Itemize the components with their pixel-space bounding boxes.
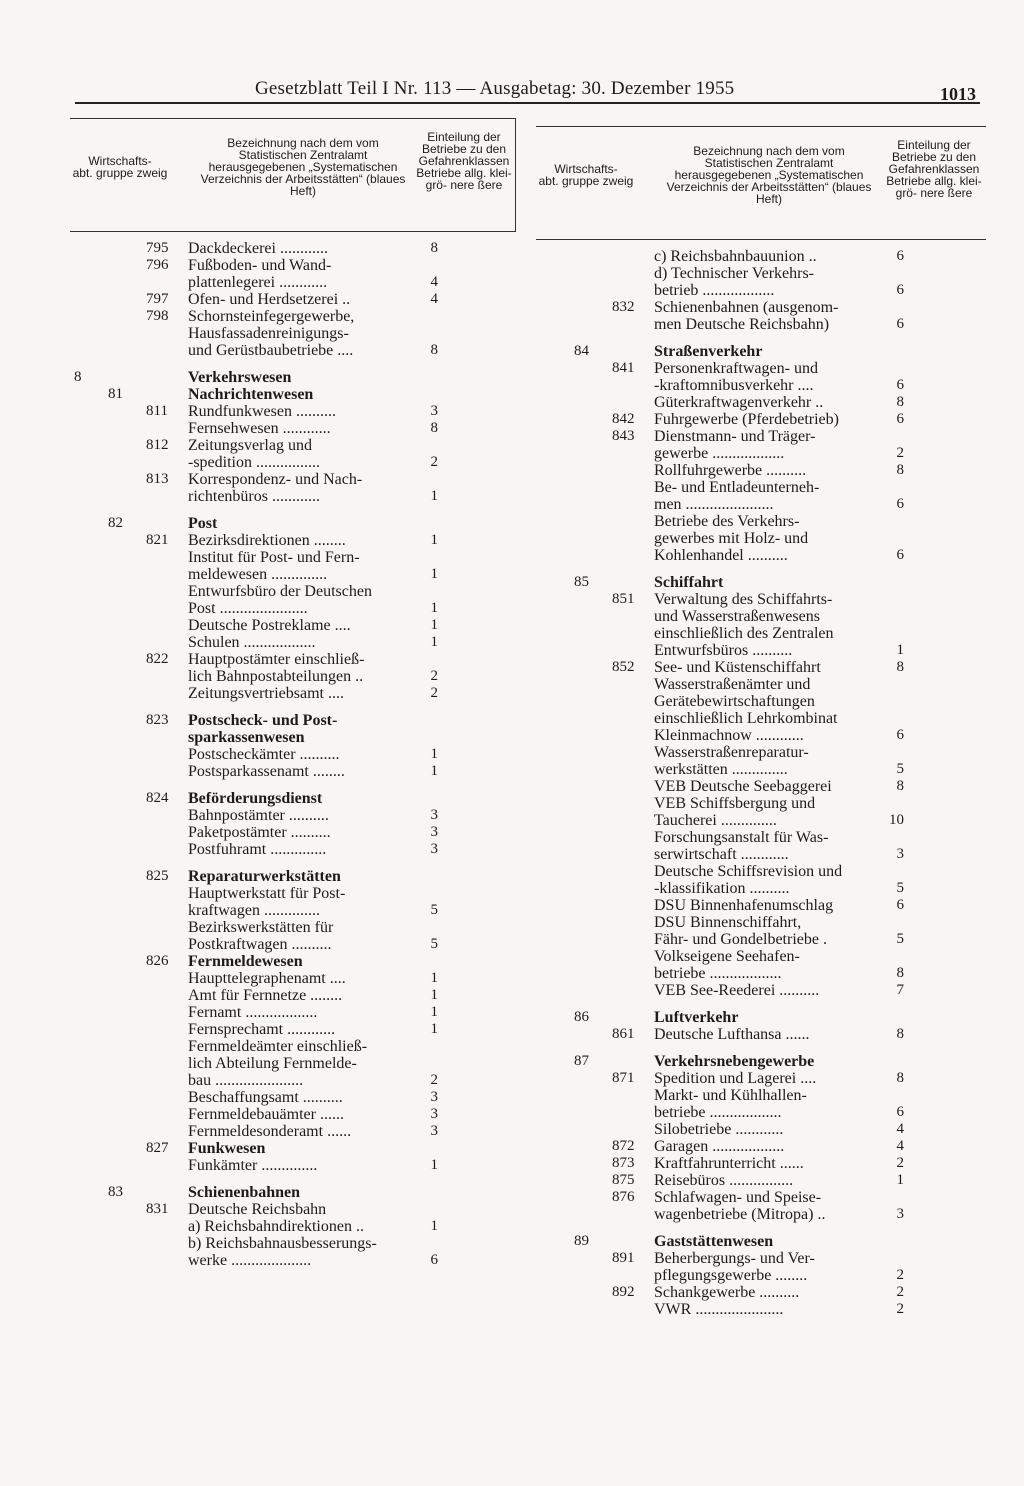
table-row <box>70 987 516 1004</box>
table-row <box>70 257 516 291</box>
row-label: Korrespondenz- und Nach- richtenbüros ............ <box>188 471 363 505</box>
right-column <box>536 118 986 1318</box>
gefahrenklasse-value: 1 <box>430 746 438 762</box>
section-heading: Verkehrswesen <box>188 369 292 386</box>
row-label: Verwaltung des Schiffahrts- und Wasserstraßenwesens einschließlich des Zentralen Entwurfsbüros .......... <box>654 591 834 659</box>
gefahrenklasse-value: 3 <box>430 1089 438 1105</box>
gefahrenklasse-value: 1 <box>430 600 438 616</box>
gefahrenklasse-value: 6 <box>896 727 904 743</box>
gefahrenklasse-value: 4 <box>430 274 438 290</box>
table-row <box>70 1157 516 1174</box>
gefahrenklasse-value: 2 <box>430 1072 438 1088</box>
table-row <box>70 746 516 763</box>
row-label: Institut für Post- und Fern- meldewesen .............. <box>188 549 360 583</box>
zweig-code: 795 <box>146 240 169 256</box>
table-row <box>70 712 516 746</box>
header-einteilung: Einteilung der Betriebe zu den Gefahrenklassen Betriebe allg. klei- grö- nere ßere <box>886 138 982 200</box>
gefahrenklasse-value: 6 <box>896 282 904 298</box>
gefahrenklasse-value: 1 <box>430 1218 438 1234</box>
table-row <box>70 1021 516 1038</box>
zweig-code: 871 <box>612 1070 635 1086</box>
row-label: Rundfunkwesen .......... <box>188 403 336 420</box>
zweig-code: 825 <box>146 868 169 884</box>
table-row <box>70 763 516 780</box>
row-label: Amt für Fernnetze ........ <box>188 987 343 1004</box>
gruppe-code: 87 <box>574 1053 589 1069</box>
section-heading: Schienenbahnen <box>188 1184 301 1201</box>
row-label: Fußboden- und Wand- plattenlegerei ............ <box>188 257 332 291</box>
header-wirtschafts: Wirtschafts- abt. gruppe zweig <box>72 154 168 180</box>
table-row <box>70 583 516 617</box>
table-row <box>70 291 516 308</box>
row-label: b) Reichsbahnausbesserungs- werke .................... <box>188 1235 377 1269</box>
gefahrenklasse-value: 2 <box>896 1155 904 1171</box>
row-label: Be- und Entladeunterneh- men ...................... <box>654 479 820 513</box>
row-label: Spedition und Lagerei .... <box>654 1070 817 1087</box>
section-heading: Postscheck- und Post- sparkassenwesen <box>188 712 338 746</box>
table-row <box>536 1284 986 1301</box>
zweig-code: 827 <box>146 1140 169 1156</box>
zweig-code: 891 <box>612 1250 635 1266</box>
table-row <box>70 824 516 841</box>
gruppe-code: 89 <box>574 1233 589 1249</box>
row-label: Dienstmann- und Träger- gewerbe .................. <box>654 428 816 462</box>
gefahrenklasse-value: 1 <box>430 488 438 504</box>
row-label: Fernsehwesen ............ <box>188 420 331 437</box>
section-heading: Reparaturwerkstätten <box>188 868 341 885</box>
gefahrenklasse-value: 5 <box>430 936 438 952</box>
table-row <box>70 308 516 359</box>
gruppe-code: 82 <box>108 515 123 531</box>
zweig-code: 876 <box>612 1189 635 1205</box>
row-label: Deutsche Lufthansa ...... <box>654 1026 810 1043</box>
section-heading: Straßenverkehr <box>654 343 763 360</box>
table-row <box>70 841 516 858</box>
gefahrenklasse-value: 2 <box>896 1267 904 1283</box>
table-row <box>536 591 986 659</box>
row-label: Schornsteinfegergewerbe, Hausfassadenreinigungs- und Gerüstbaubetriebe .... <box>188 308 355 359</box>
table-row <box>70 1235 516 1269</box>
zweig-code: 841 <box>612 360 635 376</box>
gefahrenklasse-value: 7 <box>896 982 904 998</box>
table-row <box>536 1189 986 1223</box>
gefahrenklasse-value: 8 <box>896 462 904 478</box>
gruppe-code: 84 <box>574 343 589 359</box>
table-row <box>70 1106 516 1123</box>
row-label: Fuhrgewerbe (Pferdebetrieb) <box>654 411 839 428</box>
gefahrenklasse-value: 6 <box>896 1104 904 1120</box>
gefahrenklasse-value: 8 <box>430 342 438 358</box>
row-label: Personenkraftwagen- und -kraftomnibusverkehr .... <box>654 360 818 394</box>
table-row <box>70 790 516 807</box>
gefahrenklasse-value: 8 <box>896 394 904 410</box>
left-column <box>70 118 516 1269</box>
row-label: Bahnpostämter .......... <box>188 807 329 824</box>
zweig-code: 832 <box>612 299 635 315</box>
section-heading: Luftverkehr <box>654 1009 739 1026</box>
header-bezeichnung: Bezeichnung nach dem vom Statistischen Zentralamt herausgegebenen „Systematischen Verzeichnis der Arbeitsstätten“ (blaues Heft) <box>200 136 406 198</box>
zweig-code: 811 <box>146 403 168 419</box>
row-label: Fernmeldesonderamt ...... <box>188 1123 352 1140</box>
gefahrenklasse-value: 2 <box>430 685 438 701</box>
gefahrenklasse-value: 8 <box>430 420 438 436</box>
gefahrenklasse-value: 8 <box>896 1070 904 1086</box>
row-label: Haupttelegraphenamt .... <box>188 970 346 987</box>
row-gap <box>536 564 986 574</box>
zweig-code: 843 <box>612 428 635 444</box>
table-row <box>536 1172 986 1189</box>
header-title: Gesetzblatt Teil I Nr. 113 — Ausgabetag: 30. Dezember 1955 <box>255 78 735 99</box>
table-row <box>70 403 516 420</box>
zweig-code: 823 <box>146 712 169 728</box>
zweig-code: 875 <box>612 1172 635 1188</box>
table-header <box>70 118 516 232</box>
row-label: DSU Binnenhafenumschlag <box>654 897 834 914</box>
gefahrenklasse-value: 4 <box>896 1121 904 1137</box>
row-label: Fernmeldeämter einschließ- lich Abteilung Fernmelde- bau ...................... <box>188 1038 368 1089</box>
table-row <box>536 428 986 462</box>
zweig-code: 851 <box>612 591 635 607</box>
row-label: Reisebüros ................ <box>654 1172 794 1189</box>
zweig-code: 796 <box>146 257 169 273</box>
gefahrenklasse-value: 1 <box>896 642 904 658</box>
row-label: Silobetriebe ............ <box>654 1121 784 1138</box>
table-row <box>70 651 516 685</box>
zweig-code: 852 <box>612 659 635 675</box>
zweig-code: 813 <box>146 471 169 487</box>
gefahrenklasse-value: 6 <box>896 897 904 913</box>
gefahrenklasse-value: 6 <box>896 316 904 332</box>
row-label: Postsparkassenamt ........ <box>188 763 345 780</box>
row-label: Beherbergungs- und Ver- pflegungsgewerbe ........ <box>654 1250 815 1284</box>
table-row <box>536 574 986 591</box>
gefahrenklasse-value: 10 <box>889 812 904 828</box>
table-row <box>70 1218 516 1235</box>
row-gap <box>70 359 516 369</box>
row-label: Postfuhramt .............. <box>188 841 327 858</box>
zweig-code: 824 <box>146 790 169 806</box>
table-row <box>70 532 516 549</box>
row-label: Fernamt .................. <box>188 1004 318 1021</box>
gefahrenklasse-value: 6 <box>896 547 904 563</box>
row-label: VWR ...................... <box>654 1301 784 1318</box>
header-bezeichnung: Bezeichnung nach dem vom Statistischen Zentralamt herausgegebenen „Systematischen Verzeichnis der Arbeitsstätten“ (blaues Heft) <box>666 144 872 206</box>
row-label: See- und Küstenschiffahrt <box>654 659 821 676</box>
table-row <box>70 868 516 885</box>
table-row <box>536 795 986 829</box>
gefahrenklasse-value: 6 <box>896 411 904 427</box>
gefahrenklasse-value: 3 <box>430 807 438 823</box>
wirtschaftsabteilung-code: 8 <box>74 369 82 385</box>
zweig-code: 822 <box>146 651 169 667</box>
zweig-code: 798 <box>146 308 169 324</box>
row-label: Paketpostämter .......... <box>188 824 331 841</box>
table-row <box>536 1301 986 1318</box>
gefahrenklasse-value: 1 <box>430 970 438 986</box>
row-label: Bezirkswerkstätten für Postkraftwagen .......... <box>188 919 334 953</box>
row-label: Kraftfahrunterricht ...... <box>654 1155 804 1172</box>
row-label: Deutsche Reichsbahn <box>188 1201 327 1218</box>
running-header <box>75 78 980 104</box>
row-label: Ofen- und Herdsetzerei .. <box>188 291 351 308</box>
zweig-code: 872 <box>612 1138 635 1154</box>
table-row <box>70 634 516 651</box>
row-label: Bezirksdirektionen ........ <box>188 532 346 549</box>
gefahrenklasse-value: 1 <box>430 634 438 650</box>
table-row <box>536 299 986 333</box>
table-row <box>536 948 986 982</box>
gefahrenklasse-value: 5 <box>430 902 438 918</box>
table-row <box>536 914 986 948</box>
gefahrenklasse-value: 8 <box>896 1026 904 1042</box>
table-row <box>70 515 516 532</box>
table-row <box>70 1140 516 1157</box>
row-label: Beschaffungsamt .......... <box>188 1089 343 1106</box>
table-row <box>536 744 986 778</box>
section-heading: Post <box>188 515 218 532</box>
gefahrenklasse-value: 3 <box>430 1123 438 1139</box>
row-label: Funkämter .............. <box>188 1157 318 1174</box>
gefahrenklasse-value: 6 <box>430 1252 438 1268</box>
table-row <box>536 863 986 897</box>
table-row <box>70 240 516 257</box>
section-heading: Schiffahrt <box>654 574 724 591</box>
zweig-code: 892 <box>612 1284 635 1300</box>
table-row <box>536 1233 986 1250</box>
row-label: Schulen .................. <box>188 634 316 651</box>
zweig-code: 826 <box>146 953 169 969</box>
row-label: Entwurfsbüro der Deutschen Post ...................... <box>188 583 372 617</box>
row-label: Hauptwerkstatt für Post- kraftwagen .............. <box>188 885 346 919</box>
gruppe-code: 81 <box>108 386 123 402</box>
table-row <box>70 471 516 505</box>
table-row <box>536 1250 986 1284</box>
row-gap <box>70 858 516 868</box>
row-label: DSU Binnenschiffahrt, Fähr- und Gondelbetriebe . <box>654 914 827 948</box>
table-row <box>70 885 516 919</box>
row-gap <box>70 780 516 790</box>
table-row <box>70 1184 516 1201</box>
row-label: Volkseigene Seehafen- betriebe .................. <box>654 948 800 982</box>
gefahrenklasse-value: 2 <box>896 1284 904 1300</box>
table-row <box>70 386 516 403</box>
row-label: Deutsche Schiffsrevision und -klassifikation .......... <box>654 863 843 897</box>
table-row <box>70 953 516 970</box>
table-row <box>536 248 986 265</box>
table-row <box>536 343 986 360</box>
gefahrenklasse-value: 2 <box>896 1301 904 1317</box>
row-label: Güterkraftwagenverkehr .. <box>654 394 824 411</box>
row-label: Betriebe des Verkehrs- gewerbes mit Holz- und Kohlenhandel .......... <box>654 513 809 564</box>
row-label: Deutsche Postreklame .... <box>188 617 351 634</box>
gefahrenklasse-value: 5 <box>896 931 904 947</box>
table-row <box>536 1026 986 1043</box>
table-row <box>536 1009 986 1026</box>
row-label: Fernmeldebauämter ...... <box>188 1106 344 1123</box>
gefahrenklasse-value: 3 <box>430 841 438 857</box>
row-label: Zeitungsvertriebsamt .... <box>188 685 344 702</box>
row-label: VEB See-Reederei .......... <box>654 982 820 999</box>
section-heading: Verkehrsnebengewerbe <box>654 1053 815 1070</box>
header-wirtschafts: Wirtschafts- abt. gruppe zweig <box>538 162 634 188</box>
table-row <box>536 829 986 863</box>
row-label: Rollfuhrgewerbe .......... <box>654 462 807 479</box>
table-row <box>536 265 986 299</box>
gruppe-code: 86 <box>574 1009 589 1025</box>
table-row <box>536 897 986 914</box>
table-row <box>70 919 516 953</box>
row-gap <box>536 1223 986 1233</box>
gefahrenklasse-value: 6 <box>896 496 904 512</box>
row-label: Garagen .................. <box>654 1138 785 1155</box>
gefahrenklasse-value: 1 <box>430 1021 438 1037</box>
table-row <box>70 1123 516 1140</box>
row-label: Fernsprechamt ............ <box>188 1021 336 1038</box>
column-divider <box>515 119 516 231</box>
table-row <box>536 659 986 676</box>
gefahrenklasse-value: 4 <box>896 1138 904 1154</box>
row-label: VEB Schiffsbergung und Taucherei .............. <box>654 795 816 829</box>
table-row <box>536 1053 986 1070</box>
table-row <box>70 1038 516 1089</box>
table-row <box>536 394 986 411</box>
table-row <box>536 778 986 795</box>
table-row <box>536 676 986 744</box>
zweig-code: 831 <box>146 1201 169 1217</box>
row-label: Schienenbahnen (ausgenom- men Deutsche Reichsbahn) <box>654 299 839 333</box>
section-heading: Gaststättenwesen <box>654 1233 774 1250</box>
table-row <box>536 513 986 564</box>
gruppe-code: 83 <box>108 1184 123 1200</box>
gefahrenklasse-value: 5 <box>896 761 904 777</box>
zweig-code: 812 <box>146 437 169 453</box>
row-label: c) Reichsbahnbauunion .. <box>654 248 817 265</box>
gefahrenklasse-value: 8 <box>896 778 904 794</box>
gefahrenklasse-value: 1 <box>430 532 438 548</box>
table-row <box>536 462 986 479</box>
row-label: Wasserstraßenreparatur- werkstätten .............. <box>654 744 809 778</box>
table-row <box>70 617 516 634</box>
gefahrenklasse-value: 6 <box>896 248 904 264</box>
gefahrenklasse-value: 8 <box>896 965 904 981</box>
row-label: d) Technischer Verkehrs- betrieb .................. <box>654 265 815 299</box>
gefahrenklasse-value: 6 <box>896 377 904 393</box>
table-row <box>70 369 516 386</box>
row-gap <box>70 702 516 712</box>
row-label: Dackdeckerei ............ <box>188 240 328 257</box>
gefahrenklasse-value: 2 <box>430 668 438 684</box>
table-row <box>536 1121 986 1138</box>
table-row <box>536 1138 986 1155</box>
header-einteilung: Einteilung der Betriebe zu den Gefahrenklassen Betriebe allg. klei- grö- nere ßere <box>416 130 512 192</box>
zweig-code: 842 <box>612 411 635 427</box>
table-row <box>536 1155 986 1172</box>
section-heading: Beförderungsdienst <box>188 790 323 807</box>
row-gap <box>70 505 516 515</box>
zweig-code: 797 <box>146 291 169 307</box>
row-gap <box>536 333 986 343</box>
row-label: a) Reichsbahndirektionen .. <box>188 1218 364 1235</box>
gefahrenklasse-value: 3 <box>430 1106 438 1122</box>
row-gap <box>536 999 986 1009</box>
table-row <box>70 685 516 702</box>
table-row <box>536 982 986 999</box>
gefahrenklasse-value: 1 <box>430 566 438 582</box>
row-label: Schankgewerbe .......... <box>654 1284 800 1301</box>
gefahrenklasse-value: 4 <box>430 291 438 307</box>
row-label: Schlafwagen- und Speise- wagenbetriebe (Mitropa) .. <box>654 1189 826 1223</box>
zweig-code: 873 <box>612 1155 635 1171</box>
gruppe-code: 85 <box>574 574 589 590</box>
table-row <box>536 479 986 513</box>
row-label: Zeitungsverlag und -spedition ................ <box>188 437 320 471</box>
table-row <box>536 1087 986 1121</box>
gefahrenklasse-value: 1 <box>896 1172 904 1188</box>
table-row <box>70 1089 516 1106</box>
gefahrenklasse-value: 1 <box>430 763 438 779</box>
table-row <box>70 970 516 987</box>
zweig-code: 861 <box>612 1026 635 1042</box>
gefahrenklasse-value: 3 <box>896 1206 904 1222</box>
row-label: Wasserstraßenämter und Gerätebewirtschaftungen einschließlich Lehrkombinat Kleinmachnow ............ <box>654 676 838 744</box>
table-row <box>70 437 516 471</box>
gefahrenklasse-value: 1 <box>430 1004 438 1020</box>
table-row <box>70 1201 516 1218</box>
gefahrenklasse-value: 1 <box>430 617 438 633</box>
row-gap <box>536 1043 986 1053</box>
table-row <box>70 807 516 824</box>
table-row <box>70 549 516 583</box>
gefahrenklasse-value: 2 <box>430 454 438 470</box>
row-label: Postscheckämter .......... <box>188 746 340 763</box>
section-heading: Nachrichtenwesen <box>188 386 314 403</box>
zweig-code: 821 <box>146 532 169 548</box>
gefahrenklasse-value: 5 <box>896 880 904 896</box>
left-rows <box>70 240 516 1269</box>
gefahrenklasse-value: 1 <box>430 987 438 1003</box>
row-label: Forschungsanstalt für Was- serwirtschaft ............ <box>654 829 829 863</box>
row-gap <box>70 1174 516 1184</box>
row-label: VEB Deutsche Seebaggerei <box>654 778 832 795</box>
table-row <box>536 1070 986 1087</box>
section-heading: Funkwesen <box>188 1140 266 1157</box>
gefahrenklasse-value: 8 <box>430 240 438 256</box>
gefahrenklasse-value: 2 <box>896 445 904 461</box>
section-heading: Fernmeldewesen <box>188 953 303 970</box>
gefahrenklasse-value: 3 <box>430 824 438 840</box>
table-row <box>70 1004 516 1021</box>
row-label: Markt- und Kühlhallen- betriebe .................. <box>654 1087 807 1121</box>
table-row <box>536 360 986 394</box>
gefahrenklasse-value: 8 <box>896 659 904 675</box>
right-rows <box>536 248 986 1318</box>
page-number: 1013 <box>940 84 976 104</box>
gefahrenklasse-value: 3 <box>896 846 904 862</box>
gefahrenklasse-value: 1 <box>430 1157 438 1173</box>
table-row <box>536 411 986 428</box>
gefahrenklasse-value: 3 <box>430 403 438 419</box>
row-label: Hauptpostämter einschließ- lich Bahnpostabteilungen .. <box>188 651 365 685</box>
table-row <box>70 420 516 437</box>
table-header <box>536 126 986 240</box>
